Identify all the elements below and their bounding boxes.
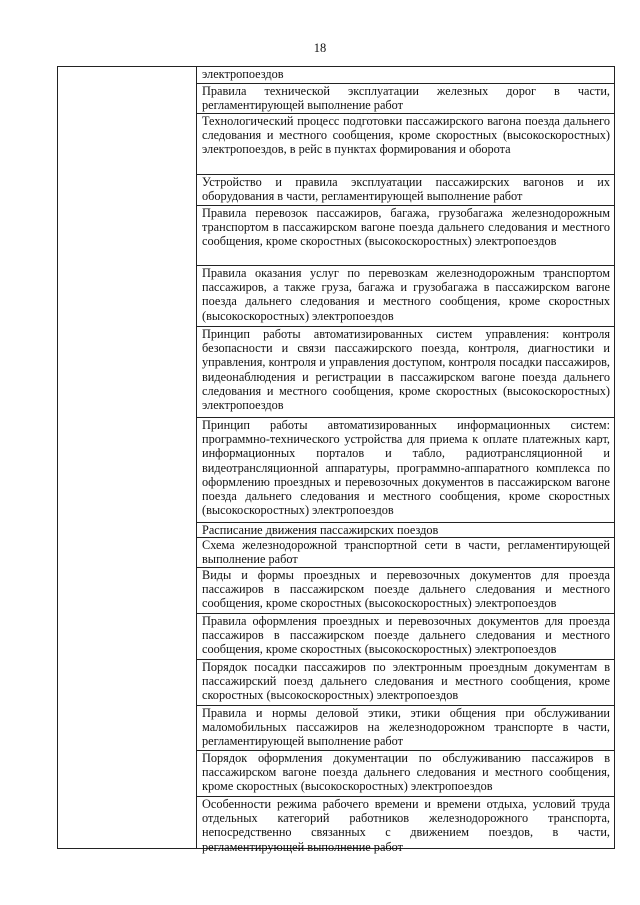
table-row: Технологический процесс подготовки пассажирского вагона поезда дальнего следования и местного сообщения, кроме скоростных (высокоскоростных) электропоездов, в рейс в пунктах формирования и оборота	[197, 114, 614, 175]
table-row: Особенности режима рабочего времени и времени отдыха, условий труда отдельных категорий работников железнодорожного транспорта, непосредственно связанных с движением поездов, в части, регламентирующей выполнение работ	[202, 797, 610, 854]
table-right-column	[197, 67, 614, 854]
table-row: электропоездов	[197, 67, 614, 84]
table-row: Правила оказания услуг по перевозкам железнодорожным транспортом пассажиров, а также груза, багажа и грузобагажа в пассажирском вагоне поезда дальнего следования и местного сообщения, кроме скоростных (высокоскоростных) электропоездов	[197, 266, 614, 327]
table-row: Порядок посадки пассажиров по электронным проездным документам в пассажирский поезд дальнего следования и местного сообщения, кроме скоростных (высокоскоростных) электропоездов	[197, 660, 614, 706]
table-row: Принцип работы автоматизированных информационных систем: программно-технического устройства для приема к оплате платежных карт, информационных порталов и табло, радиотрансляционной и видеотрансляционной аппаратуры, программно-аппаратного комплекса по оформлению проездных и перевозочных документов в пассажирском вагоне поезда дальнего следования и местного сообщения, кроме скоростных (высокоскоростных) электропоездов	[197, 418, 614, 523]
table-row: Порядок оформления документации по обслуживанию пассажиров в пассажирском вагоне поезда дальнего следования и местного сообщения, кроме скоростных (высокоскоростных) электропоездов	[197, 751, 614, 797]
requirements-table	[57, 66, 615, 854]
table-row: Виды и формы проездных и перевозочных документов для проезда пассажиров в пассажирском поезде дальнего следования и местного сообщения, кроме скоростных (высокоскоростных) электропоездов	[197, 568, 614, 614]
table-row: Устройство и правила эксплуатации пассажирских вагонов и их оборудования в части, регламентирующей выполнение работ	[197, 175, 614, 206]
page-number: 18	[313, 41, 327, 55]
table-row: Правила оформления проездных и перевозочных документов для проезда пассажиров в пассажирском поезде дальнего следования и местного сообщения, кроме скоростных (высокоскоростных) электропоездов	[197, 614, 614, 660]
table-row: Расписание движения пассажирских поездов	[197, 523, 614, 538]
table-row: Правила и нормы деловой этики, этики общения при обслуживании маломобильных пассажиров на железнодорожном транспорте в части, регламентирующей выполнение работ	[197, 706, 614, 751]
table-row: Принцип работы автоматизированных систем управления: контроля безопасности и связи пассажирского поезда, контроля, диагностики и управления, контроля и управления доступом, контроля посадки пассажиров, видеонаблюдения и регистрации в пассажирском вагоне поезда дальнего следования и местного сообщения, кроме скоростных (высокоскоростных) электропоездов	[197, 327, 614, 418]
table-row: Правила перевозок пассажиров, багажа, грузобагажа железнодорожным транспортом в пассажирском вагоне поезда дальнего следования и местного сообщения, кроме скоростных (высокоскоростных) электропоездов	[197, 206, 614, 266]
table-row: Схема железнодорожной транспортной сети в части, регламентирующей выполнение работ	[197, 538, 614, 568]
table-row: Правила технической эксплуатации железных дорог в части, регламентирующей выполнение работ	[197, 84, 614, 114]
table-left-column	[58, 67, 197, 848]
